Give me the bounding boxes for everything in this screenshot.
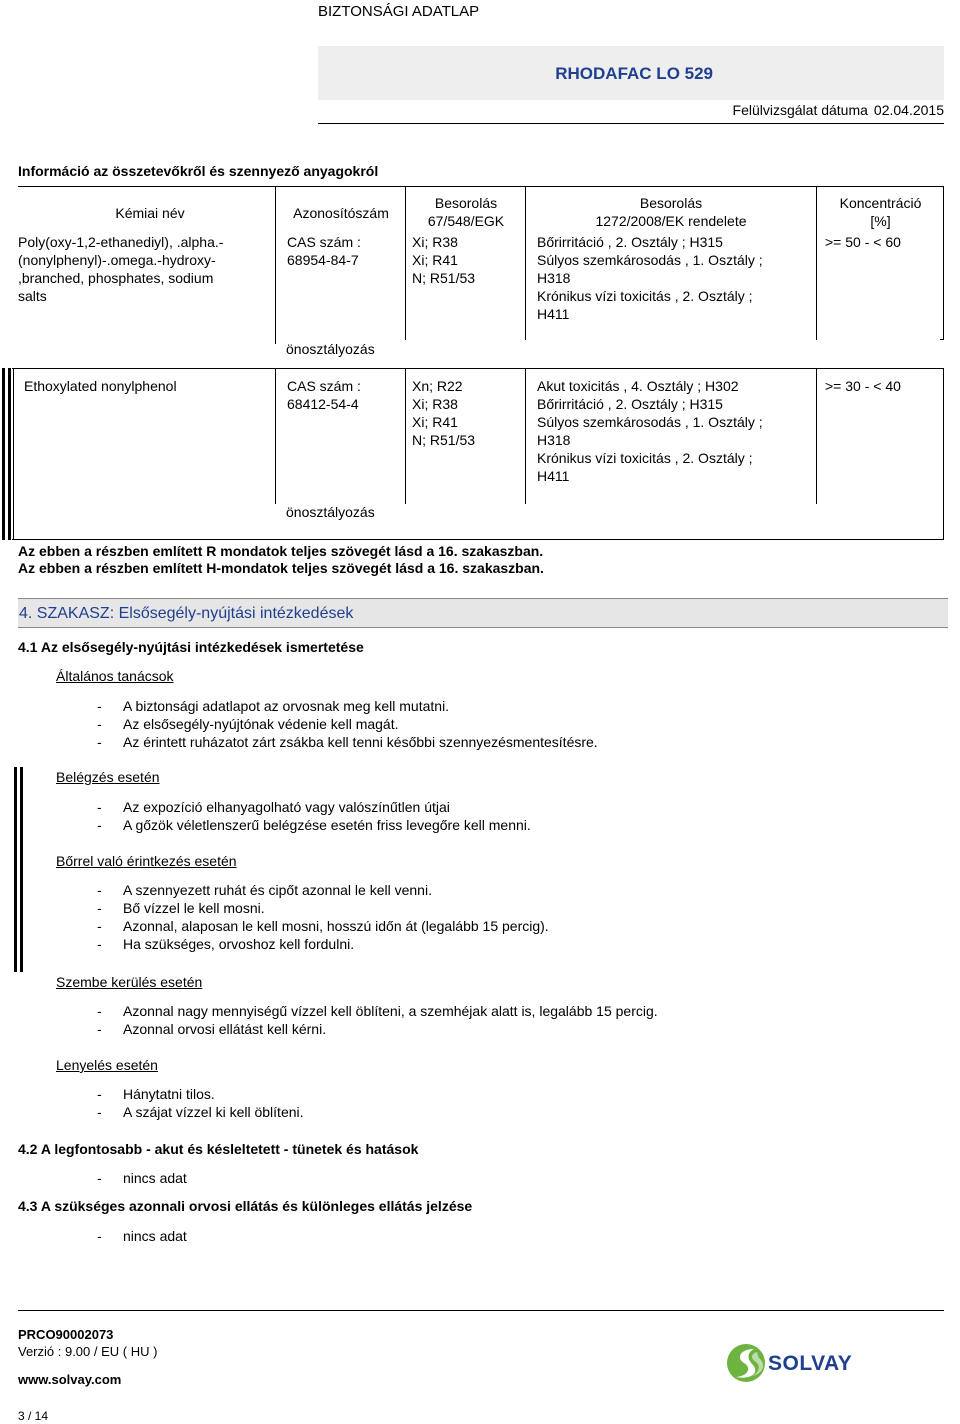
- solvay-logo-text: SOLVAY: [768, 1352, 853, 1375]
- row-separator: [12, 368, 944, 369]
- list-item: - Bő vízzel le kell mosni.: [97, 900, 265, 916]
- general-advice-heading: Általános tanácsok: [56, 668, 174, 684]
- table-row-1-identifier: CAS szám : 68954-84-7: [287, 234, 361, 268]
- revision-bar: [2, 368, 5, 540]
- subsection-4-3: 4.3 A szükséges azonnali orvosi ellátás és különleges ellátás jelzése: [18, 1198, 473, 1214]
- inhalation-heading: Belégzés esetén: [56, 769, 160, 785]
- list-item: - nincs adat: [97, 1170, 187, 1186]
- col-header-concentration: Koncentráció [%]: [839, 195, 922, 229]
- list-item: - Hánytatni tilos.: [97, 1086, 215, 1102]
- col-header-class2: Besorolás 1272/2008/EK rendelete: [595, 195, 747, 229]
- section4-title: 4. SZAKASZ: Elsősegély-nyújtási intézkedések: [19, 605, 354, 622]
- footer-version: Verzió : 9.00 / EU ( HU ): [18, 1344, 158, 1359]
- table-row-1-class2: Bőrirritáció , 2. Osztály ; H315 Súlyos szemkárosodás , 1. Osztály ; H318 Krónikus vízi toxicitás , 2. Osztály ; H411: [537, 234, 763, 322]
- product-name: RHODAFAC LO 529: [555, 64, 713, 83]
- composition-title: Információ az összetevőkről és szennyező anyagokról: [18, 163, 379, 179]
- table-row-2-self-class: önosztályozás: [286, 504, 375, 520]
- table-row-2-class2: Akut toxicitás , 4. Osztály ; H302 Bőrirritáció , 2. Osztály ; H315 Súlyos szemkárosodás , 1. Osztály ; H318 Krónikus vízi toxicitás , 2. Osztály ; H411: [537, 378, 763, 484]
- revision-bar: [8, 368, 11, 540]
- list-item: - A gőzök véletlenszerű belégzése esetén friss levegőre kell menni.: [97, 817, 531, 833]
- eye-contact-list: [97, 1002, 658, 1038]
- list-item: - nincs adat: [97, 1228, 187, 1244]
- document-title: BIZTONSÁGI ADATLAP: [318, 3, 480, 20]
- page-number: 3 / 14: [18, 1409, 49, 1423]
- table-bottom-rule: [12, 539, 944, 540]
- footer-doc-code: PRCO90002073: [18, 1327, 114, 1342]
- table-row-2-class1: Xn; R22 Xi; R38 Xi; R41 N; R51/53: [412, 378, 476, 448]
- ingestion-list: [97, 1085, 304, 1121]
- list-item: - A biztonsági adatlapot az orvosnak meg kell mutatni.: [97, 698, 450, 714]
- note-r-phrases: Az ebben a részben említett R mondatok teljes szövegét lásd a 16. szakaszban.: [18, 543, 544, 559]
- list-item: - Azonnal nagy mennyiségű vízzel kell öblíteni, a szemhéjak alatt is, legalább 15 percig.: [97, 1003, 658, 1019]
- list-item: - Azonnal, alaposan le kell mosni, hosszú időn át (legalább 15 percig).: [97, 918, 549, 934]
- composition-table: [0, 0, 960, 545]
- list-item: - Azonnal orvosi ellátást kell kérni.: [97, 1021, 327, 1037]
- skin-contact-heading: Bőrrel való érintkezés esetén: [56, 853, 237, 869]
- table-row-2-concentration: >= 30 - < 40: [825, 378, 901, 394]
- table-row-1-self-class: önosztályozás: [286, 341, 375, 357]
- subsection-4-2: 4.2 A legfontosabb - akut és késleltetett - tünetek és hatások: [18, 1141, 419, 1157]
- ingestion-heading: Lenyelés esetén: [56, 1057, 158, 1073]
- list-item: - A szájat vízzel ki kell öblíteni.: [97, 1104, 304, 1120]
- list-item: - A szennyezett ruhát és cipőt azonnal le kell venni.: [97, 882, 432, 898]
- col-header-identifier: Azonosítószám: [293, 205, 389, 221]
- section4-header: [18, 598, 948, 628]
- subsection-4-1: 4.1 Az elsősegély-nyújtási intézkedések ismertetése: [18, 639, 364, 655]
- table-row-1-class1: Xi; R38 Xi; R41 N; R51/53: [412, 234, 476, 286]
- revision-date: 02.04.2015: [873, 102, 944, 118]
- table-row-2-name: Ethoxylated nonylphenol: [24, 378, 177, 394]
- revision-bar: [20, 767, 23, 972]
- list-item: - Az elsősegély-nyújtónak védenie kell magát.: [97, 716, 399, 732]
- table-row-1-concentration: >= 50 - < 60: [825, 234, 901, 250]
- footer-website: www.solvay.com: [18, 1372, 122, 1387]
- col-header-class1: Besorolás 67/548/EGK: [427, 195, 505, 229]
- list-item: - Az expozíció elhanyagolható vagy valószínűtlen útjai: [97, 799, 450, 815]
- eye-contact-heading: Szembe kerülés esetén: [56, 974, 203, 990]
- general-advice-list: [97, 697, 598, 751]
- list-item: - Az érintett ruházatot zárt zsákba kell tenni későbbi szennyezésmentesítésre.: [97, 734, 598, 750]
- solvay-logo: [726, 1340, 856, 1386]
- table-row-2-identifier: CAS szám : 68412-54-4: [287, 378, 361, 412]
- skin-contact-list: [97, 881, 549, 953]
- list-item: - Ha szükséges, orvoshoz kell fordulni.: [97, 936, 355, 952]
- col-header-chemical-name: Kémiai név: [115, 205, 185, 221]
- table-top-rule: [18, 186, 944, 187]
- revision-bar: [14, 767, 17, 972]
- inhalation-list: [97, 798, 531, 834]
- note-h-phrases: Az ebben a részben említett H-mondatok teljes szövegét lásd a 16. szakaszban.: [18, 560, 544, 576]
- table-row-1-name: Poly(oxy-1,2-ethanediyl), .alpha.- (nonylphenyl)-.omega.-hydroxy- ,branched, phosphates, sodium salts: [18, 234, 224, 304]
- footer-rule: [18, 1310, 944, 1311]
- revision-label: Felülvizsgálat dátuma: [732, 102, 868, 118]
